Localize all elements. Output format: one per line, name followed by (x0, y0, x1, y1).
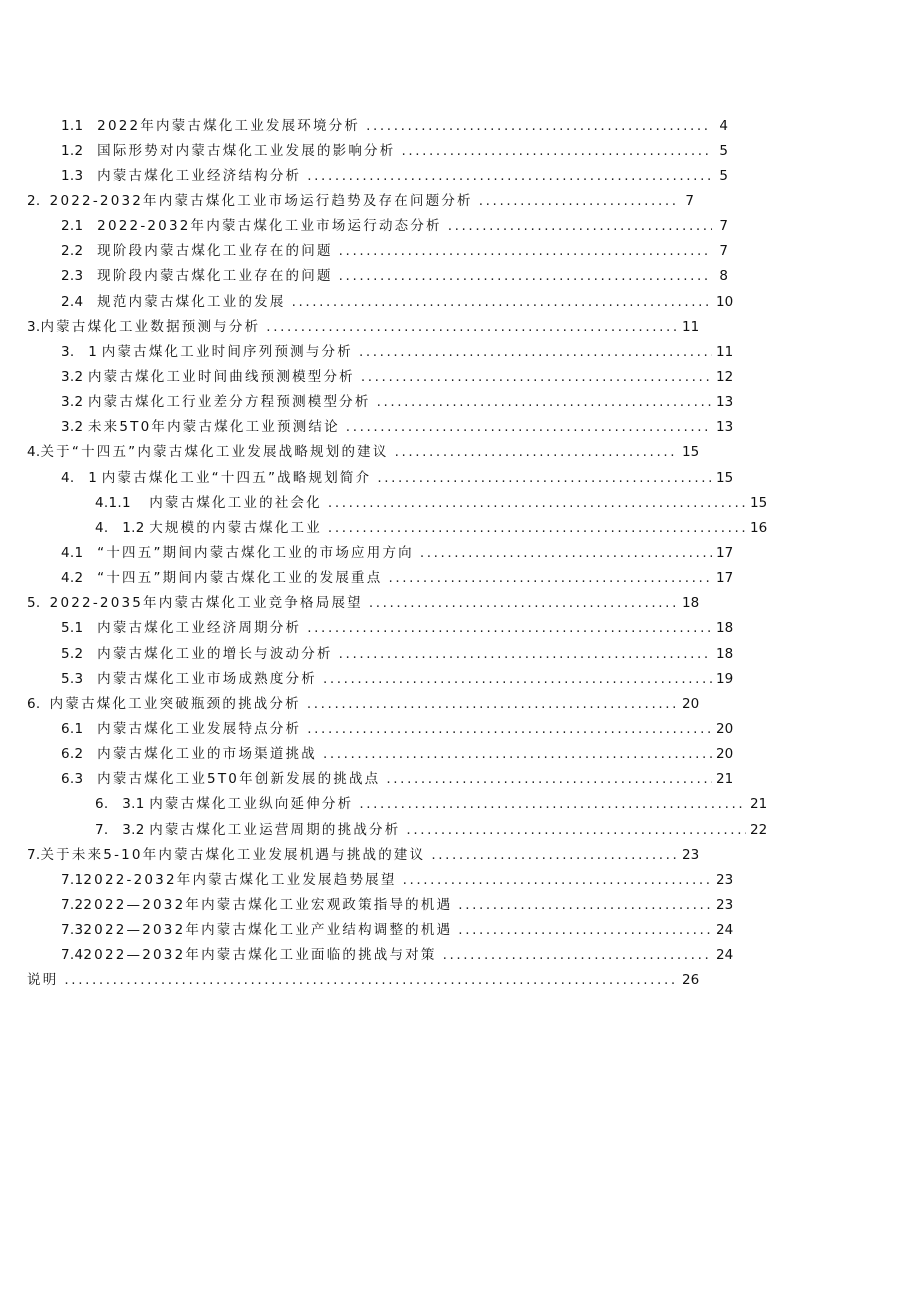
toc-entry[interactable] (0, 842, 700, 867)
toc-number: 4. 1.2 (95, 519, 150, 536)
toc-entry[interactable] (0, 968, 700, 993)
toc-title: 内蒙古煤化工业的市场渠道挑战 (97, 746, 317, 763)
toc-number: 3. (27, 318, 41, 335)
toc-entry[interactable] (0, 792, 768, 817)
toc-entry[interactable] (0, 440, 700, 465)
toc-page: 15 (716, 469, 734, 486)
toc-page: 11 (682, 318, 700, 335)
toc-page: 11 (716, 343, 734, 360)
toc-leader (323, 671, 712, 687)
toc-number: 6.1 (61, 720, 98, 737)
toc-title: 大规模的内蒙古煤化工业 (149, 519, 322, 536)
toc-entry[interactable] (0, 691, 700, 716)
toc-entry[interactable] (0, 390, 734, 415)
toc-leader (406, 822, 746, 838)
toc-number: 5.2 (61, 645, 98, 662)
toc-entry[interactable] (0, 641, 734, 666)
toc-page: 21 (750, 796, 768, 813)
toc-page: 8 (719, 268, 728, 285)
toc-title: 内蒙古煤化工业发展特点分析 (97, 720, 302, 737)
toc-page: 24 (716, 922, 734, 939)
toc-leader (377, 470, 712, 486)
toc-page: 17 (716, 544, 734, 561)
toc-leader (64, 972, 678, 988)
toc-number: 3. 1 (61, 343, 102, 360)
toc-leader (458, 897, 712, 913)
toc-title: 内蒙古煤化工业“十四五”战略规划简介 (101, 469, 372, 486)
toc-page: 18 (716, 645, 734, 662)
toc-page: 23 (682, 846, 700, 863)
toc-title: 2022年内蒙古煤化工业发展环境分析 (97, 117, 361, 134)
toc-leader (359, 344, 712, 360)
toc-entry[interactable] (0, 214, 728, 239)
toc-number: 7.3 (61, 922, 84, 939)
toc-leader (479, 193, 678, 209)
toc-page: 12 (716, 368, 734, 385)
toc-number: 7. (27, 846, 41, 863)
toc-title: 内蒙古煤化工业时间序列预测与分析 (101, 343, 353, 360)
toc-leader (431, 847, 678, 863)
toc-entry[interactable] (0, 264, 728, 289)
toc-entry[interactable] (0, 289, 734, 314)
toc-title: 内蒙古煤化工业经济结构分析 (97, 167, 302, 184)
toc-page: 16 (750, 519, 768, 536)
toc-title: 国际形势对内蒙古煤化工业发展的影响分析 (97, 142, 396, 159)
toc-number: 2.2 (61, 243, 98, 260)
toc-number: 1.1 (61, 117, 98, 134)
toc-page: 20 (716, 746, 734, 763)
toc-number: 3.2 (61, 419, 88, 436)
toc-entry[interactable] (0, 314, 700, 339)
toc-entry[interactable] (0, 943, 734, 968)
toc-leader (339, 646, 712, 662)
toc-entry[interactable] (0, 465, 734, 490)
toc-title: 未来5T0年内蒙古煤化工业预测结论 (87, 419, 340, 436)
toc-title: 内蒙古煤化工业突破瓶颈的挑战分析 (49, 695, 301, 712)
toc-title: “十四五”期间内蒙古煤化工业的市场应用方向 (97, 544, 414, 561)
toc-title: 现阶段内蒙古煤化工业存在的问题 (97, 268, 333, 285)
toc-page: 7 (719, 218, 728, 235)
toc-number: 5.3 (61, 670, 98, 687)
toc-page: 19 (716, 670, 734, 687)
toc-title: 规范内蒙古煤化工业的发展 (97, 293, 286, 310)
toc-number: 4.2 (61, 570, 98, 587)
toc-title: 内蒙古煤化工业5T0年创新发展的挑战点 (97, 771, 381, 788)
toc-leader (328, 495, 746, 511)
toc-leader (266, 319, 678, 335)
toc-entry[interactable] (0, 415, 734, 440)
toc-page: 5 (719, 142, 728, 159)
toc-title: 内蒙古煤化工业市场成熟度分析 (97, 670, 317, 687)
toc-number: 2.4 (61, 293, 98, 310)
toc-entry[interactable] (0, 892, 734, 917)
toc-leader (323, 746, 712, 762)
toc-leader (401, 143, 712, 159)
toc-entry[interactable] (0, 716, 734, 741)
toc-entry[interactable] (0, 767, 734, 792)
toc-title: 关于“十四五”内蒙古煤化工业发展战略规划的建议 (40, 444, 389, 461)
toc-entry[interactable] (0, 339, 734, 364)
toc-number: 3.2 (61, 368, 88, 385)
toc-number: 4. 1 (61, 469, 102, 486)
toc-entry[interactable] (0, 540, 734, 565)
toc-title: 现阶段内蒙古煤化工业存在的问题 (97, 243, 333, 260)
toc-title: 内蒙古煤化工业纵向延伸分析 (149, 796, 354, 813)
toc-number: 6. (27, 695, 50, 712)
toc-title: 内蒙古煤化工行业差分方程预测模型分析 (87, 394, 371, 411)
toc-number: 4.1.1 (95, 494, 150, 511)
toc-title: 2022-2032年内蒙古煤化工业市场运行趋势及存在问题分析 (49, 192, 473, 209)
toc-entry[interactable] (0, 566, 734, 591)
toc-leader (307, 620, 712, 636)
toc-title: “十四五”期间内蒙古煤化工业的发展重点 (97, 570, 383, 587)
toc-page: 24 (716, 947, 734, 964)
toc-title: 2022—2032年内蒙古煤化工业面临的挑战与对策 (83, 947, 437, 964)
toc-leader (361, 369, 712, 385)
toc-title: 说明 (27, 972, 59, 989)
toc-leader (346, 419, 712, 435)
toc-page: 20 (716, 720, 734, 737)
toc-title: 2022-2032年内蒙古煤化工业市场运行动态分析 (97, 218, 442, 235)
toc-title: 内蒙古煤化工业运营周期的挑战分析 (149, 821, 401, 838)
toc-title: 内蒙古煤化工业的增长与波动分析 (97, 645, 333, 662)
toc-title: 内蒙古煤化工业的社会化 (149, 494, 322, 511)
toc-entry[interactable] (0, 666, 734, 691)
toc-number: 2.1 (61, 218, 98, 235)
toc-leader (292, 294, 712, 310)
toc-entry[interactable] (0, 515, 768, 540)
toc-entry[interactable] (0, 591, 700, 616)
toc-number: 1.3 (61, 167, 98, 184)
toc-number: 2. (27, 192, 50, 209)
toc-title: 内蒙古煤化工业经济周期分析 (97, 620, 302, 637)
toc-leader (448, 218, 712, 234)
toc-page: 22 (750, 821, 768, 838)
toc-number: 5.1 (61, 620, 98, 637)
toc-leader (307, 168, 712, 184)
toc-leader (307, 696, 678, 712)
toc-entry[interactable] (0, 817, 768, 842)
toc-number: 7.1 (61, 871, 84, 888)
toc-leader (369, 595, 678, 611)
toc-entry[interactable] (0, 239, 728, 264)
toc-number: 7.4 (61, 947, 84, 964)
toc-number: 2.3 (61, 268, 98, 285)
toc-leader (307, 721, 712, 737)
toc-entry[interactable] (0, 188, 694, 213)
toc-page: 4 (719, 117, 728, 134)
toc-title: 关于未来5-10年内蒙古煤化工业发展机遇与挑战的建议 (40, 846, 426, 863)
toc-number: 6.3 (61, 771, 98, 788)
toc-page: 21 (716, 771, 734, 788)
toc-leader (359, 796, 746, 812)
toc-title: 2022-2032年内蒙古煤化工业发展趋势展望 (83, 871, 397, 888)
toc-number: 6. 3.1 (95, 796, 150, 813)
toc-leader (366, 118, 712, 134)
toc-number: 4.1 (61, 544, 98, 561)
toc-leader (443, 947, 712, 963)
toc-leader (386, 771, 712, 787)
toc-page: 18 (682, 595, 700, 612)
toc-number: 5. (27, 595, 50, 612)
toc-page: 23 (716, 896, 734, 913)
toc-title: 2022—2032年内蒙古煤化工业宏观政策指导的机遇 (83, 896, 453, 913)
toc-leader (458, 922, 712, 938)
toc-leader (388, 570, 712, 586)
toc-entry[interactable] (0, 918, 734, 943)
toc-number: 6.2 (61, 746, 98, 763)
toc-entry[interactable] (0, 113, 728, 138)
toc-leader (420, 545, 712, 561)
toc-entry[interactable] (0, 490, 768, 515)
toc-page: 20 (682, 695, 700, 712)
toc-page: 5 (719, 167, 728, 184)
toc-page: 13 (716, 394, 734, 411)
toc-leader (395, 444, 678, 460)
toc-page: 18 (716, 620, 734, 637)
toc-title: 内蒙古煤化工业时间曲线预测模型分析 (87, 368, 355, 385)
toc-page: 13 (716, 419, 734, 436)
toc-page: 23 (716, 871, 734, 888)
toc-number: 7.2 (61, 896, 84, 913)
toc-page: 26 (682, 972, 700, 989)
toc-entry[interactable] (0, 616, 734, 641)
toc-page: 10 (716, 293, 734, 310)
toc-entry[interactable] (0, 163, 728, 188)
toc-title: 内蒙古煤化工业数据预测与分析 (40, 318, 261, 335)
toc-leader (339, 243, 712, 259)
toc-page: 7 (719, 243, 728, 260)
table-of-contents (0, 113, 920, 993)
toc-leader (377, 394, 712, 410)
toc-title: 2022-2035年内蒙古煤化工业竞争格局展望 (49, 595, 363, 612)
toc-page: 15 (750, 494, 768, 511)
toc-entry[interactable] (0, 138, 728, 163)
toc-number: 1.2 (61, 142, 98, 159)
toc-leader (328, 520, 746, 536)
toc-entry[interactable] (0, 742, 734, 767)
toc-page: 17 (716, 570, 734, 587)
toc-leader (339, 268, 712, 284)
toc-title: 2022—2032年内蒙古煤化工业产业结构调整的机遇 (83, 922, 453, 939)
toc-entry[interactable] (0, 867, 734, 892)
toc-entry[interactable] (0, 364, 734, 389)
toc-leader (403, 872, 712, 888)
toc-number: 7. 3.2 (95, 821, 150, 838)
toc-page: 7 (685, 192, 694, 209)
toc-number: 4. (27, 444, 41, 461)
toc-page: 15 (682, 444, 700, 461)
toc-number: 3.2 (61, 394, 88, 411)
